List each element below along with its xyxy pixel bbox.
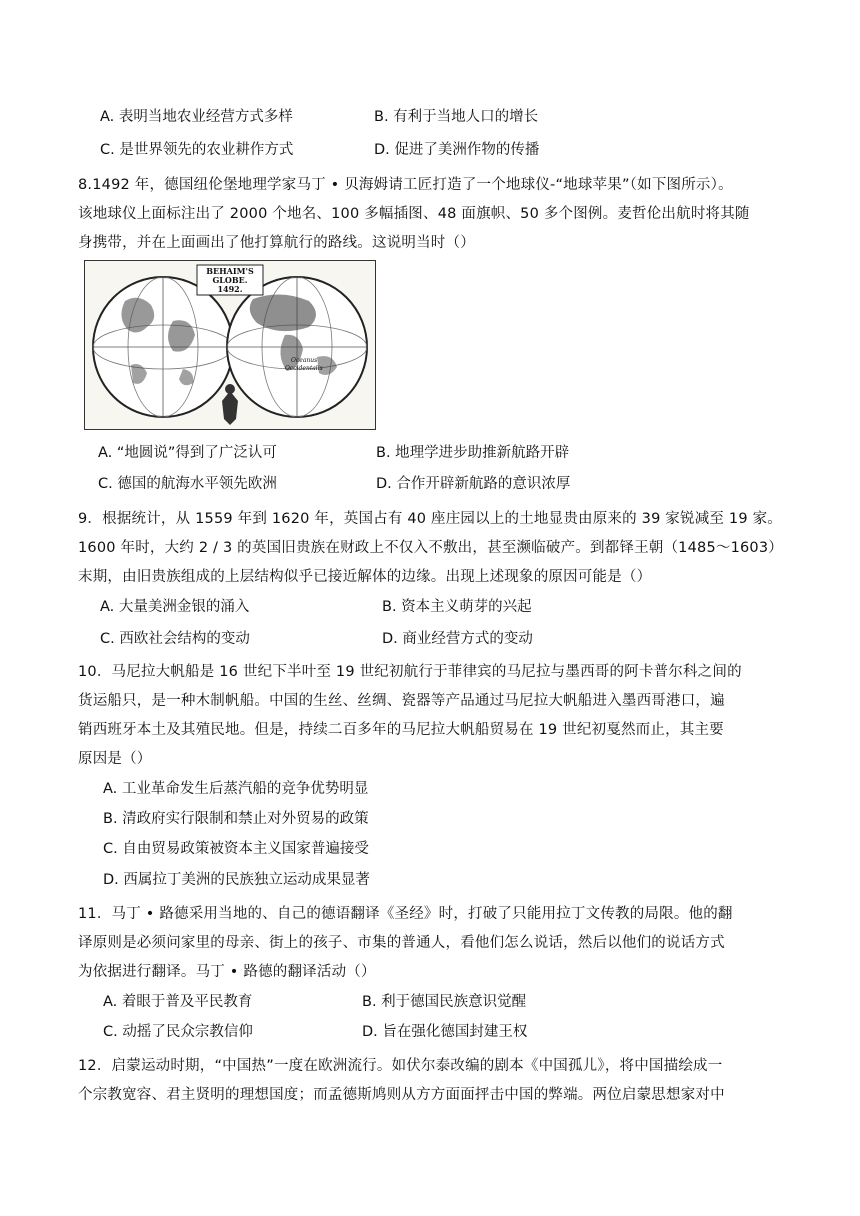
q7-option-b[interactable]: B. 有利于当地人口的增长 [374,109,539,125]
globe-title: BEHAIM'S [206,266,254,276]
q11-stem-line-1: 11．马丁 • 路德采用当地的、自己的德语翻译《圣经》时，打破了只能用拉丁文传教的局限。他的翻 [78,906,733,922]
q10-option-c[interactable]: C. 自由贸易政策被资本主义国家普遍接受 [103,841,369,857]
q11-stem-line-2: 译原则是必须问家里的母亲、街上的孩子、市集的普通人，看他们怎么说话，然后以他们的说话方式 [78,935,725,951]
q9-stem-line-3: 末期，由旧贵族组成的上层结构似乎已接近解体的边缘。出现上述现象的原因可能是（） [78,569,652,585]
q9-option-a[interactable]: A. 大量美洲金银的涌入 [100,599,250,615]
q8-option-c[interactable]: C. 德国的航海水平领先欧洲 [98,476,277,492]
q10-option-b[interactable]: B. 清政府实行限制和禁止对外贸易的政策 [103,811,369,827]
q11-stem-line-3: 为依据进行翻译。马丁 • 路德的翻译活动（） [78,964,376,980]
q7-option-a[interactable]: A. 表明当地农业经营方式多样 [100,109,293,125]
globe-ocean-label-2: Occidentalis [285,365,323,372]
q10-stem-line-2: 货运船只，是一种木制帆船。中国的生丝、丝绸、瓷器等产品通过马尼拉大帆船进入墨西哥港口，遍 [78,693,725,709]
q11-option-c[interactable]: C. 动摇了民众宗教信仰 [103,1024,253,1040]
q10-option-d[interactable]: D. 西属拉丁美洲的民族独立运动成果显著 [103,872,370,888]
q11-option-a[interactable]: A. 着眼于普及平民教育 [103,994,253,1010]
q8-stem-line-3: 身携带，并在上面画出了他打算航行的路线。这说明当时（） [78,235,475,251]
globe-subtitle: GLOBE. [212,275,248,285]
globe-year: 1492. [217,284,243,294]
q8-stem-line-1: 8.1492 年，德国纽伦堡地理学家马丁 • 贝海姆请工匠打造了一个地球仪-“地球苹果”（如下图所示）。 [78,177,733,193]
q10-stem-line-4: 原因是（） [78,751,152,767]
q7-option-d[interactable]: D. 促进了美洲作物的传播 [374,142,540,158]
globe-ocean-label: Oceanus [291,357,318,364]
q7-option-c[interactable]: C. 是世界领先的农业耕作方式 [100,142,294,158]
q10-option-a[interactable]: A. 工业革命发生后蒸汽船的竞争优势明显 [103,781,369,797]
q8-option-b[interactable]: B. 地理学进步助推新航路开辟 [376,445,570,461]
q9-option-c[interactable]: C. 西欧社会结构的变动 [100,631,250,647]
q11-option-d[interactable]: D. 旨在强化德国封建王权 [362,1024,528,1040]
q12-stem-line-1: 12．启蒙运动时期，“中国热”一度在欧洲流行。如伏尔泰改编的剧本《中国孤儿》，将中国描绘成一 [78,1058,723,1074]
q10-stem-line-3: 销西班牙本土及其殖民地。但是，持续二百多年的马尼拉大帆船贸易在 19 世纪初戛然而止，其主要 [78,722,724,738]
q9-option-d[interactable]: D. 商业经营方式的变动 [382,631,533,647]
q9-stem-line-2: 1600 年时，大约 2 / 3 的英国旧贵族在财政上不仅入不敷出，甚至濒临破产。到都铎王朝（1485～1603） [78,540,783,556]
q8-option-a[interactable]: A. “地圆说”得到了广泛认可 [98,445,277,461]
q9-option-b[interactable]: B. 资本主义萌芽的兴起 [382,599,532,615]
q9-stem-line-1: 9．根据统计，从 1559 年到 1620 年，英国占有 40 座庄园以上的土地显贵由原来的 39 家锐减至 19 家。 [78,511,782,527]
q10-stem-line-1: 10．马尼拉大帆船是 16 世纪下半叶至 19 世纪初航行于菲律宾的马尼拉与墨西哥的阿卡普尔科之间的 [78,664,742,680]
behaim-globe-figure [84,260,376,430]
q11-option-b[interactable]: B. 利于德国民族意识觉醒 [362,994,527,1010]
q8-option-d[interactable]: D. 合作开辟新航路的意识浓厚 [376,476,571,492]
q12-stem-line-2: 个宗教宽容、君主贤明的理想国度；而孟德斯鸠则从方方面面抨击中国的弊端。两位启蒙思想家对中 [78,1087,725,1103]
q8-stem-line-2: 该地球仪上面标注出了 2000 个地名、100 多幅插图、48 面旗帜、50 多个图例。麦哲伦出航时将其随 [78,206,750,222]
